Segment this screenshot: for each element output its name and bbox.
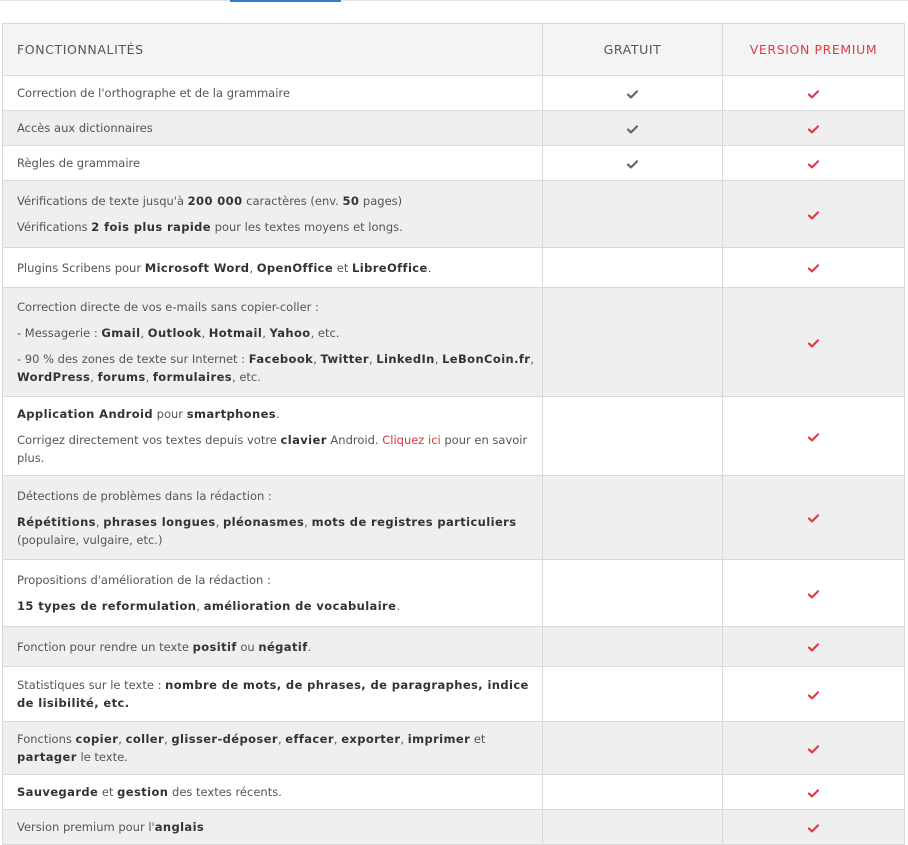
feature-highlight: Gmail	[101, 326, 141, 340]
premium-availability-cell	[723, 627, 905, 667]
feature-text-segment: et	[470, 732, 486, 746]
feature-text-segment: Statistiques sur le texte :	[17, 678, 166, 692]
feature-text-segment: ,	[201, 326, 209, 340]
feature-text	[17, 405, 538, 423]
free-availability-cell	[543, 146, 723, 181]
free-availability-cell	[543, 627, 723, 667]
feature-text-segment: Version premium pour l'	[17, 820, 155, 834]
feature-highlight: 50	[342, 194, 360, 208]
feature-text	[17, 571, 538, 589]
feature-highlight: smartphones	[186, 407, 277, 421]
feature-text	[17, 783, 538, 801]
feature-text-segment: .	[307, 639, 312, 654]
feature-description	[3, 775, 543, 810]
checkmark-icon	[808, 160, 819, 169]
feature-text-segment: ,	[95, 514, 104, 529]
feature-highlight: WordPress	[17, 370, 91, 384]
premium-availability-cell	[723, 667, 905, 722]
feature-highlight: partager	[17, 750, 77, 764]
feature-text-segment: ,	[145, 370, 153, 384]
feature-text-segment: ,	[400, 732, 408, 746]
feature-description	[3, 397, 543, 476]
premium-availability-cell	[723, 810, 905, 845]
feature-highlight: imprimer	[407, 732, 471, 746]
checkmark-icon	[808, 824, 819, 833]
premium-availability-cell	[723, 397, 905, 476]
feature-text-segment: Règles de grammaire	[17, 156, 141, 170]
feature-text-segment: ,	[262, 326, 270, 340]
free-availability-cell	[543, 667, 723, 722]
table-row	[3, 667, 905, 722]
table-row	[3, 775, 905, 810]
feature-text-segment: .	[427, 260, 432, 275]
feature-text-segment: pour en savoir plus.	[17, 433, 528, 465]
premium-availability-cell	[723, 181, 905, 248]
feature-highlight: Yahoo	[269, 326, 311, 340]
feature-description	[3, 248, 543, 288]
feature-text-segment: Accès aux dictionnaires	[17, 121, 153, 135]
feature-text-segment: ,	[333, 732, 342, 746]
feature-text-segment: , etc.	[232, 370, 261, 384]
feature-description	[3, 810, 543, 845]
checkmark-icon	[808, 691, 819, 700]
table-row	[3, 76, 905, 111]
table-row	[3, 181, 905, 248]
free-availability-cell	[543, 76, 723, 111]
feature-description	[3, 627, 543, 667]
feature-highlight: 15 types de reformulation	[17, 599, 197, 613]
checkmark-icon	[627, 125, 638, 134]
feature-description	[3, 667, 543, 722]
checkmark-icon	[808, 339, 819, 348]
feature-text-segment: (populaire, vulgaire, etc.)	[17, 532, 163, 547]
free-availability-cell	[543, 722, 723, 775]
premium-availability-cell	[723, 248, 905, 288]
feature-text-segment: ,	[215, 514, 223, 529]
free-availability-cell	[543, 775, 723, 810]
feature-text	[17, 513, 538, 549]
checkmark-icon	[808, 433, 819, 442]
feature-text	[17, 192, 538, 210]
free-availability-cell	[543, 181, 723, 248]
feature-text-segment: ,	[277, 732, 286, 746]
feature-text-segment: Fonction pour rendre un texte	[17, 639, 193, 654]
feature-text-segment: caractères (env.	[242, 194, 343, 208]
feature-highlight: coller	[125, 732, 165, 746]
feature-highlight: pléonasmes	[222, 514, 305, 529]
feature-text-segment: pour les textes moyens et longs.	[211, 220, 403, 234]
feature-highlight: formulaires	[152, 370, 233, 384]
feature-text-segment: - 90 % des zones de texte sur Internet :	[17, 352, 249, 366]
table-row	[3, 146, 905, 181]
feature-text	[17, 818, 538, 836]
table-row	[3, 397, 905, 476]
feature-text-segment: ,	[196, 599, 204, 613]
feature-text-segment: ,	[140, 326, 148, 340]
free-availability-cell	[543, 248, 723, 288]
table-row	[3, 288, 905, 397]
feature-text-segment: .	[276, 407, 280, 421]
free-availability-cell	[543, 476, 723, 560]
feature-text	[17, 298, 538, 316]
table-row	[3, 248, 905, 288]
feature-text	[17, 154, 538, 172]
feature-highlight: mots de registres particuliers	[311, 514, 517, 529]
feature-text-segment: ,	[249, 260, 257, 275]
features-column-header: FONCTIONNALITÉS	[3, 24, 543, 76]
feature-highlight: Facebook	[248, 352, 314, 366]
free-availability-cell	[543, 810, 723, 845]
checkmark-icon	[627, 90, 638, 99]
feature-text	[17, 350, 538, 386]
checkmark-icon	[627, 160, 638, 169]
checkmark-icon	[808, 264, 819, 273]
feature-highlight: copier	[75, 732, 119, 746]
feature-text-segment: .	[396, 599, 400, 613]
feature-highlight: 2 fois plus rapide	[91, 220, 212, 234]
feature-text-segment: le texte.	[76, 750, 128, 764]
feature-text	[17, 259, 538, 277]
table-row	[3, 111, 905, 146]
feature-text	[17, 119, 538, 137]
free-availability-cell	[543, 111, 723, 146]
feature-highlight: LeBonCoin.fr	[442, 352, 531, 366]
feature-highlight: Application Android	[17, 407, 154, 421]
feature-highlight: LibreOffice	[352, 260, 428, 275]
feature-text	[17, 218, 538, 236]
feature-highlight: anglais	[154, 820, 205, 834]
feature-highlight: Twitter	[320, 352, 369, 366]
premium-availability-cell	[723, 722, 905, 775]
feature-text-segment: et	[333, 260, 352, 275]
feature-text-segment: , etc.	[310, 326, 340, 340]
premium-availability-cell	[723, 76, 905, 111]
feature-text-segment: ,	[118, 732, 126, 746]
feature-text-segment: pages)	[359, 194, 403, 208]
feature-highlight: Répétitions	[17, 514, 96, 529]
feature-text-segment: ,	[90, 370, 98, 384]
feature-text-segment: ,	[368, 352, 377, 366]
premium-availability-cell	[723, 560, 905, 627]
feature-description	[3, 476, 543, 560]
feature-highlight: LinkedIn	[376, 352, 435, 366]
feature-text-segment: ,	[313, 352, 321, 366]
feature-text-segment: Fonctions	[17, 732, 76, 746]
feature-highlight: phrases longues	[103, 514, 216, 529]
feature-highlight: OpenOffice	[256, 260, 334, 275]
feature-description	[3, 146, 543, 181]
checkmark-icon	[808, 211, 819, 220]
feature-highlight: effacer	[285, 732, 334, 746]
feature-text	[17, 638, 538, 656]
top-divider	[0, 0, 908, 1]
feature-description	[3, 560, 543, 627]
table-row	[3, 722, 905, 775]
feature-text-segment: Vérifications	[17, 220, 92, 234]
feature-highlight: nombre de mots, de phrases, de paragraphes, indice de lisibilité, etc.	[17, 678, 529, 710]
feature-text-segment: ou	[236, 639, 259, 654]
premium-availability-cell	[723, 146, 905, 181]
premium-availability-cell	[723, 775, 905, 810]
feature-description	[3, 181, 543, 248]
checkmark-icon	[808, 643, 819, 652]
feature-highlight: positif	[192, 639, 237, 654]
feature-highlight: glisser-déposer	[171, 732, 278, 746]
table-row	[3, 627, 905, 667]
feature-text-segment: Propositions d'amélioration de la rédaction :	[17, 573, 271, 587]
feature-highlight: 200 000	[187, 194, 243, 208]
premium-availability-cell	[723, 111, 905, 146]
feature-highlight: clavier	[280, 433, 327, 447]
feature-text-segment: Détections de problèmes dans la rédaction :	[17, 488, 272, 503]
feature-text	[17, 730, 538, 766]
feature-text-segment: ,	[434, 352, 443, 366]
feature-highlight: Outlook	[147, 326, 202, 340]
feature-description	[3, 76, 543, 111]
feature-text-segment: Vérifications de texte jusqu'à	[17, 194, 188, 208]
feature-description	[3, 111, 543, 146]
premium-availability-cell	[723, 476, 905, 560]
table-row	[3, 476, 905, 560]
feature-text	[17, 597, 538, 615]
free-availability-cell	[543, 288, 723, 397]
feature-highlight: exporter	[341, 732, 401, 746]
active-tab-indicator	[230, 0, 341, 2]
feature-highlight: gestion	[117, 785, 169, 799]
learn-more-link[interactable]: Cliquez ici	[382, 433, 441, 447]
feature-text-segment: Correction de l'orthographe et de la grammaire	[17, 86, 290, 100]
feature-text-segment: ,	[164, 732, 172, 746]
feature-text-segment: et	[98, 785, 118, 799]
table-row	[3, 560, 905, 627]
feature-text-segment: Android.	[326, 433, 383, 447]
feature-highlight: Hotmail	[208, 326, 263, 340]
premium-availability-cell	[723, 288, 905, 397]
feature-text	[17, 324, 538, 342]
free-column-header: GRATUIT	[543, 24, 723, 76]
feature-highlight: Sauvegarde	[17, 785, 99, 799]
feature-highlight: amélioration de vocabulaire	[203, 599, 397, 613]
feature-text-segment: pour	[153, 407, 187, 421]
feature-highlight: Microsoft Word	[144, 260, 250, 275]
checkmark-icon	[808, 590, 819, 599]
feature-text-segment: des textes récents.	[168, 785, 282, 799]
feature-text	[17, 84, 538, 102]
feature-text	[17, 487, 538, 505]
feature-text-segment: Corrigez directement vos textes depuis votre	[17, 433, 281, 447]
feature-text	[17, 431, 538, 467]
checkmark-icon	[808, 90, 819, 99]
feature-text-segment: ,	[530, 352, 535, 366]
checkmark-icon	[808, 745, 819, 754]
feature-comparison-table	[2, 23, 905, 845]
feature-text-segment: Correction directe de vos e-mails sans copier-coller :	[17, 300, 319, 314]
free-availability-cell	[543, 397, 723, 476]
table-header-row	[3, 24, 905, 76]
feature-highlight: forums	[97, 370, 146, 384]
premium-column-header: VERSION PREMIUM	[723, 24, 905, 76]
checkmark-icon	[808, 789, 819, 798]
feature-description	[3, 288, 543, 397]
feature-text	[17, 676, 538, 712]
checkmark-icon	[808, 514, 819, 523]
free-availability-cell	[543, 560, 723, 627]
feature-text-segment: Plugins Scribens pour	[17, 260, 145, 275]
checkmark-icon	[808, 125, 819, 134]
feature-text-segment: ,	[304, 514, 312, 529]
feature-description	[3, 722, 543, 775]
table-row	[3, 810, 905, 845]
feature-highlight: négatif	[258, 639, 308, 654]
feature-text-segment: - Messagerie :	[17, 326, 102, 340]
